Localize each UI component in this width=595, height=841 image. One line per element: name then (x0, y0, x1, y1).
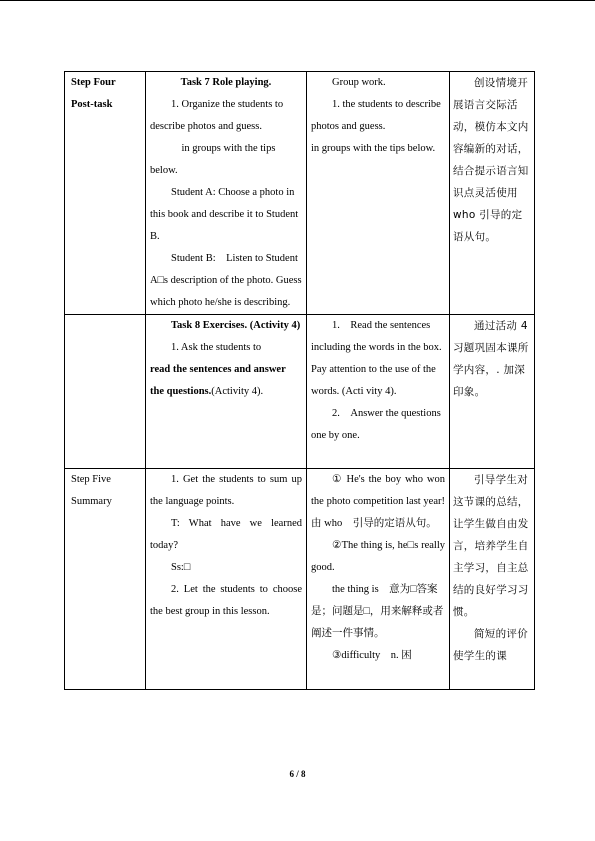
student-line: ②The thing is, he□s really good. (311, 540, 445, 573)
student-line: ① He's the boy who won the photo competition last year!由 who 引导的定语从句。 (311, 474, 445, 529)
teacher-line: 1. Organize the students to describe photos and guess. (150, 99, 284, 132)
table-row (65, 72, 535, 315)
purpose-cell (450, 315, 535, 469)
student-activity-cell (307, 315, 450, 469)
teacher-line: Student B: Listen to Student A□s description of the photo. Guess which photo he/she is describing. (150, 253, 302, 308)
step-cell (65, 315, 146, 469)
student-line: 1. the students to describe photos and guess. (311, 99, 441, 132)
purpose-cell (450, 469, 535, 690)
step-title: Step Four (71, 77, 116, 88)
task-heading: Task 8 Exercises. (Activity 4) (171, 320, 301, 331)
teacher-line: 1. Ask the students to (171, 342, 262, 353)
step-title: Step Five (71, 474, 111, 485)
step-subtitle: Post-task (71, 99, 113, 110)
teacher-activity-cell (146, 72, 307, 315)
student-line: ③difficulty n. 困 (332, 650, 412, 661)
step-subtitle: Summary (71, 496, 112, 507)
student-line: the thing is 意为□答案是；问题是□，用来解释或者阐述一件事情。 (311, 584, 444, 639)
page-number: 6 / 8 (289, 769, 306, 779)
purpose-text: 引导学生对这节课的总结，让学生做自由发言，培养学生自主学习，自主总结的良好学习习惯。 (453, 474, 529, 618)
table-row (65, 315, 535, 469)
task-heading: Task 7 Role playing. (180, 77, 272, 88)
teacher-line: read (150, 364, 171, 375)
purpose-text: 简短的评价使学生的课 (453, 628, 528, 662)
teacher-line: Ss:□ (171, 562, 191, 573)
teacher-activity-cell (146, 469, 307, 690)
teacher-line: T: What have we learned today? (150, 518, 302, 551)
step-cell (65, 72, 146, 315)
teacher-line: Student A: Choose a photo in this book and describe it to Student B. (150, 187, 299, 242)
student-line: 2. Answer the questions one by one. (311, 408, 441, 441)
student-line: 1. Read the sentences including the words in the box. Pay attention to the use of the words. (Acti vity 4). (311, 320, 442, 397)
teacher-line: in groups with the tips below. (150, 143, 276, 176)
student-activity-cell (307, 72, 450, 315)
purpose-text: 创设情境开展语言交际活动，模仿本文内容编新的对话，结合提示语言知识点灵活使用 who 引导的定语从句。 (453, 77, 529, 243)
table-row (65, 469, 535, 690)
teacher-line: the sentences and answer the questions. (150, 364, 286, 397)
teacher-line: 1. Get the students to sum up the language points. (150, 474, 302, 507)
teacher-line: (Activity 4). (211, 386, 264, 397)
lesson-plan-table (64, 71, 535, 690)
teacher-line: 2. Let the students to choose the best group in this lesson. (150, 584, 302, 617)
purpose-text: 通过活动 4 习题巩固本课所学内容，. 加深印象。 (453, 320, 529, 398)
step-cell (65, 469, 146, 690)
student-line: Group work. (332, 77, 386, 88)
student-activity-cell (307, 469, 450, 690)
top-rule (0, 0, 595, 1)
purpose-cell (450, 72, 535, 315)
student-line: in groups with the tips below. (311, 143, 436, 154)
teacher-activity-cell (146, 315, 307, 469)
